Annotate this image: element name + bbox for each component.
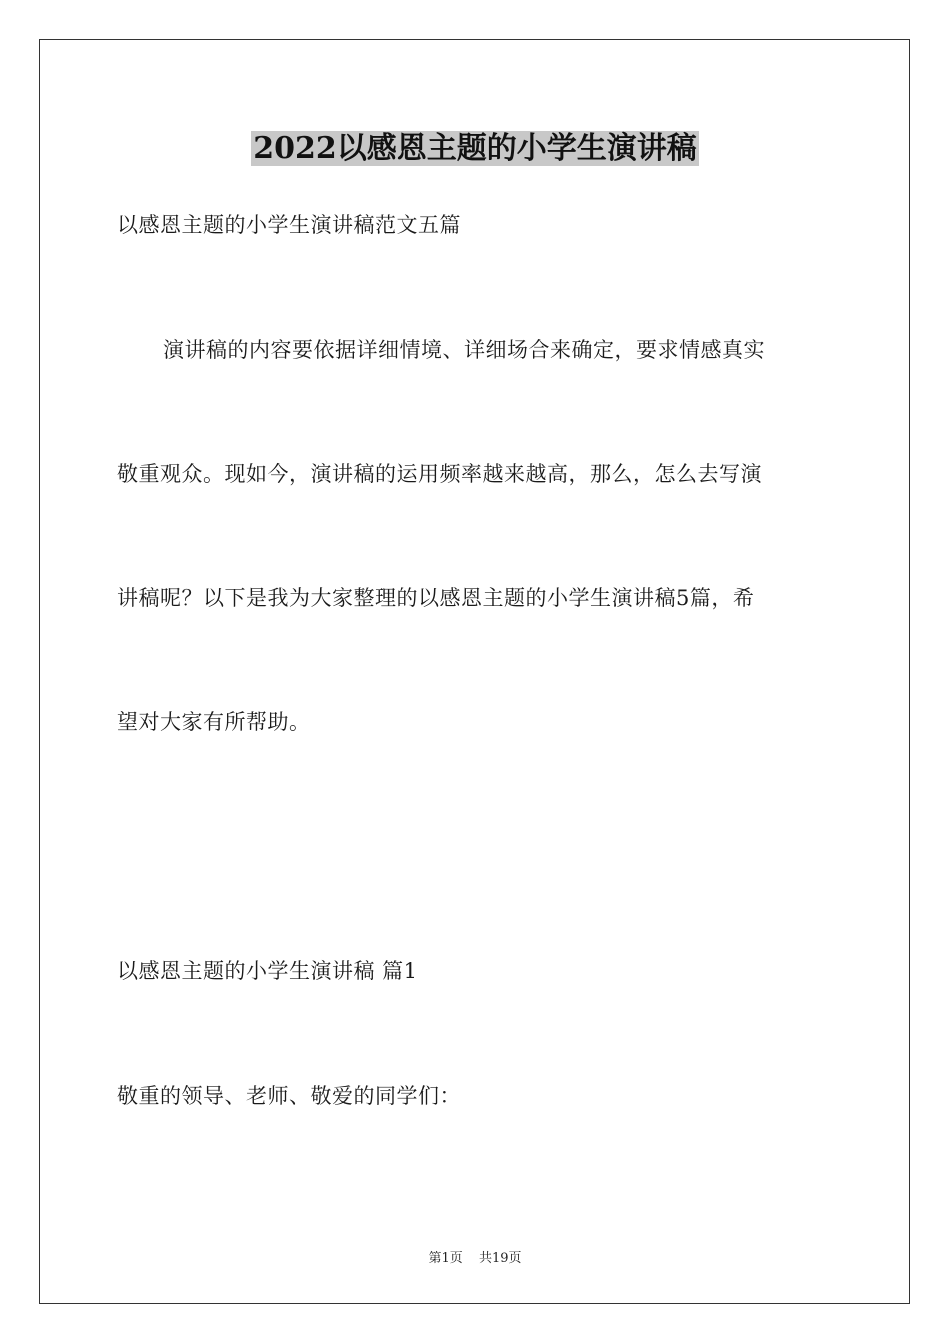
page-number: 第1页 (428, 1251, 463, 1266)
page-total: 共19页 (478, 1251, 522, 1266)
intro-line-4: 望对大家有所帮助。 (117, 710, 311, 734)
salutation: 敬重的领导、老师、敬爱的同学们： (117, 1084, 461, 1108)
intro-line-1: 演讲稿的内容要依据详细情境、详细场合来确定，要求情感真实 (163, 338, 765, 362)
page-footer (0, 1247, 950, 1266)
intro-line-2: 敬重观众。现如今，演讲稿的运用频率越来越高，那么，怎么去写演 (117, 462, 762, 486)
section-heading: 以感恩主题的小学生演讲稿 篇1 (117, 959, 418, 983)
document-title (0, 126, 950, 172)
intro-line-3: 讲稿呢？以下是我为大家整理的以感恩主题的小学生演讲稿5篇，希 (117, 586, 755, 610)
document-title-text: 2022以感恩主题的小学生演讲稿 (253, 131, 697, 166)
document-subtitle: 以感恩主题的小学生演讲稿范文五篇 (117, 213, 461, 237)
